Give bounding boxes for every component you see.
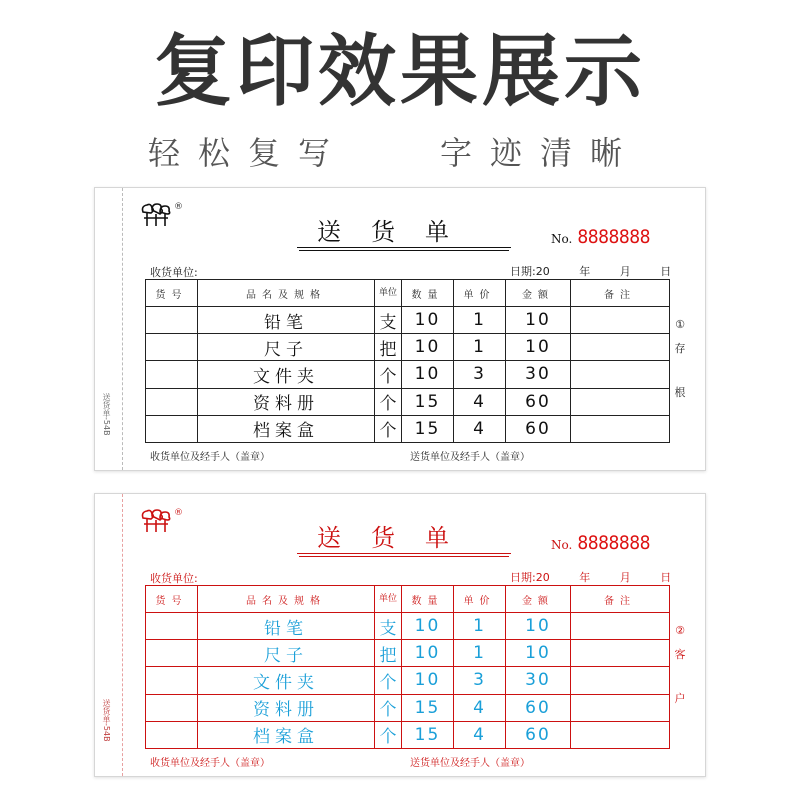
table-header-row [146,586,670,613]
cell-amount: 30 [506,361,571,388]
cell-unit: 个 [375,721,402,748]
cell-qty: 15 [402,415,454,442]
cell-price: 3 [454,667,506,694]
cell-note [571,307,670,334]
cell-amount: 60 [506,694,571,721]
cell-note [571,334,670,361]
cell-unit: 个 [375,388,402,415]
table-row [146,388,670,415]
cell-qty: 15 [402,721,454,748]
delivery-slip-customer [94,493,706,777]
hero-subtitle [0,128,800,176]
cell-name: 尺子 [198,334,375,361]
cell-price: 4 [454,415,506,442]
header-unit: 单位 [375,280,402,307]
form-side-code: 送货单-54B [102,699,111,742]
cell-amount: 10 [506,640,571,667]
date-month: 月 [619,265,631,278]
sender-signature-label: 送货单位及经手人（盖章） [410,452,530,463]
cell-name: 档案盒 [198,415,375,442]
cell-qty: 10 [402,640,454,667]
cell-price: 1 [454,334,506,361]
cell-qty: 10 [402,361,454,388]
table-row [146,694,670,721]
cell-qty: 10 [402,334,454,361]
document-title: 送货单 [317,524,479,552]
cell-qty: 10 [402,307,454,334]
hero-subtitle-left: 轻松复写 [148,134,349,172]
header-note: 备注 [571,586,670,613]
cell-note [571,361,670,388]
receiver-label: 收货单位: [150,266,198,279]
cell-code [146,640,198,667]
cell-name: 铅笔 [198,307,375,334]
title-underline [299,556,509,557]
copy-label [673,624,687,706]
cell-code [146,307,198,334]
table-header-row [146,280,670,307]
cell-price: 4 [454,388,506,415]
date-year: 年 [579,571,591,584]
date-field [510,569,671,585]
cell-code [146,361,198,388]
cell-code [146,388,198,415]
header-amount: 金额 [506,280,571,307]
header-unit: 单位 [375,586,402,613]
header-name: 品名及规格 [198,586,375,613]
cell-name: 尺子 [198,640,375,667]
title-underline [297,247,511,248]
table-row [146,721,670,748]
header-code: 货号 [146,280,198,307]
cell-unit: 支 [375,307,402,334]
hero-title: 复印效果展示 [153,27,646,117]
hero-subtitle-right: 字迹清晰 [440,134,641,172]
cell-name: 文件夹 [198,667,375,694]
header-qty: 数量 [402,280,454,307]
cell-amount: 60 [506,415,571,442]
date-field [510,263,671,279]
sender-signature-label: 送货单位及经手人（盖章） [410,758,530,769]
copy-label-2: 根 [674,386,686,399]
cell-qty: 15 [402,388,454,415]
serial-prefix: No. [551,232,573,246]
table-row [146,334,670,361]
cell-unit: 个 [375,361,402,388]
cell-note [571,388,670,415]
copy-mark: ② [675,624,685,637]
title-underline [297,553,511,554]
document-title: 送货单 [317,218,479,246]
delivery-slip-stub [94,187,706,471]
cell-amount: 10 [506,613,571,640]
cell-unit: 把 [375,640,402,667]
perforation-line [122,494,123,776]
title-underline [299,250,509,251]
date-year: 年 [579,265,591,278]
cell-unit: 支 [375,613,402,640]
cell-name: 资料册 [198,388,375,415]
form-side-code: 送货单-54B [102,393,111,436]
date-label: 日期:20 [510,571,550,584]
cell-name: 档案盒 [198,721,375,748]
cell-note [571,694,670,721]
serial-value: 8888888 [577,226,651,248]
cell-qty: 15 [402,694,454,721]
serial-number [551,226,650,248]
cell-unit: 个 [375,667,402,694]
tree-logo-icon [139,202,173,228]
cell-amount: 60 [506,388,571,415]
header-code: 货号 [146,586,198,613]
cell-note [571,667,670,694]
header-amount: 金额 [506,586,571,613]
date-day: 日 [660,571,672,584]
table-row [146,667,670,694]
cell-unit: 个 [375,415,402,442]
header-price: 单价 [454,586,506,613]
cell-code [146,415,198,442]
table-row [146,361,670,388]
table-row [146,415,670,442]
cell-note [571,613,670,640]
cell-name: 文件夹 [198,361,375,388]
table-row [146,613,670,640]
items-table [145,585,670,749]
perforation-line [122,188,123,470]
cell-qty: 10 [402,613,454,640]
cell-unit: 个 [375,694,402,721]
cell-code [146,667,198,694]
cell-price: 3 [454,361,506,388]
cell-name: 资料册 [198,694,375,721]
cell-qty: 10 [402,667,454,694]
registered-mark: ® [174,202,183,212]
header-price: 单价 [454,280,506,307]
copy-mark: ① [675,318,685,331]
date-day: 日 [660,265,672,278]
cell-code [146,334,198,361]
copy-label-1: 存 [674,342,686,355]
receiver-label: 收货单位: [150,572,198,585]
cell-unit: 把 [375,334,402,361]
cell-amount: 10 [506,334,571,361]
cell-code [146,694,198,721]
serial-value: 8888888 [577,532,651,554]
cell-note [571,721,670,748]
serial-number [551,532,650,554]
copy-label-2: 户 [674,692,686,705]
cell-note [571,640,670,667]
registered-mark: ® [174,508,183,518]
cell-code [146,721,198,748]
cell-price: 1 [454,307,506,334]
header-note: 备注 [571,280,670,307]
header-name: 品名及规格 [198,280,375,307]
cell-price: 1 [454,640,506,667]
table-row [146,640,670,667]
cell-amount: 30 [506,667,571,694]
copy-label-1: 客 [674,648,686,661]
cell-price: 4 [454,694,506,721]
tree-logo-icon [139,508,173,534]
cell-amount: 10 [506,307,571,334]
cell-name: 铅笔 [198,613,375,640]
receiver-signature-label: 收货单位及经手人（盖章） [150,452,270,463]
cell-price: 1 [454,613,506,640]
copy-label [673,318,687,400]
header-qty: 数量 [402,586,454,613]
items-table [145,279,670,443]
cell-price: 4 [454,721,506,748]
serial-prefix: No. [551,538,573,552]
cell-note [571,415,670,442]
cell-code [146,613,198,640]
cell-amount: 60 [506,721,571,748]
table-row [146,307,670,334]
receiver-signature-label: 收货单位及经手人（盖章） [150,758,270,769]
date-month: 月 [619,571,631,584]
date-label: 日期:20 [510,265,550,278]
